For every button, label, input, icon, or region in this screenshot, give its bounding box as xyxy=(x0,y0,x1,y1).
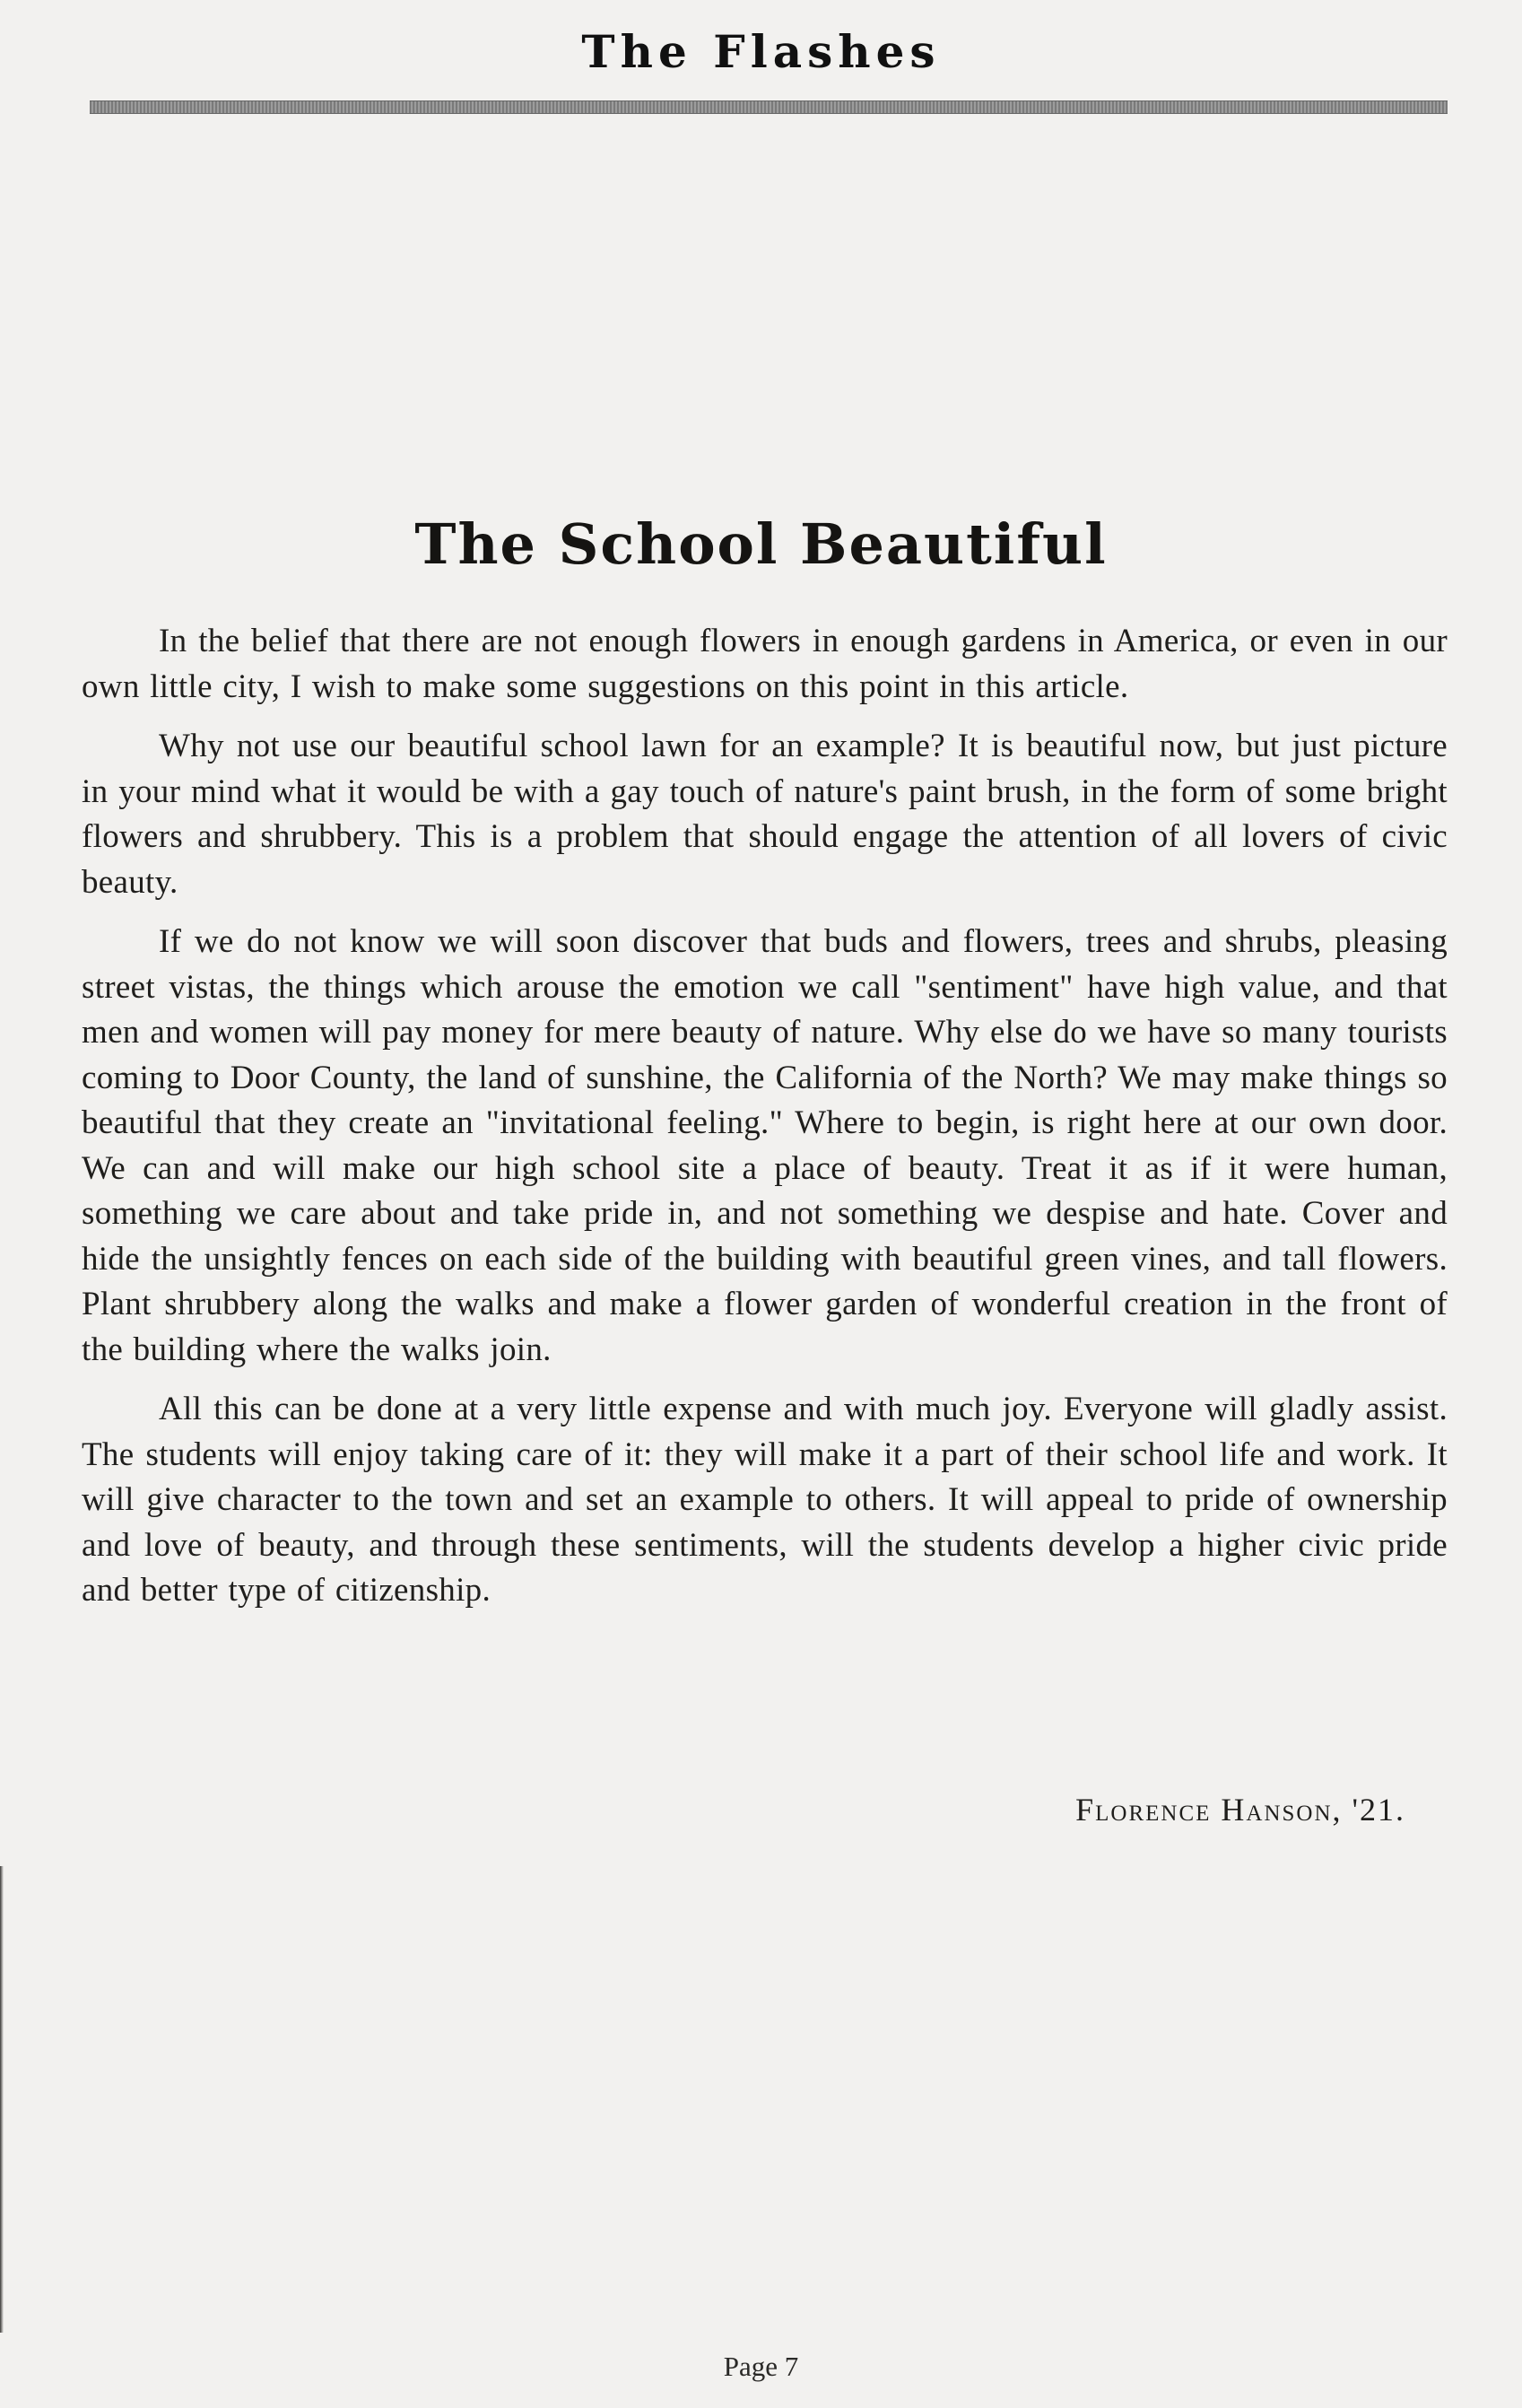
article-body xyxy=(82,619,1448,1628)
running-title: The Flashes xyxy=(581,25,941,78)
article-paragraph: If we do not know we will soon discover that buds and flowers, trees and shrubs, pleasing street vistas, the things which arouse the emotion we call "sentiment" have high value, and that men and women will pay money for mere beauty of nature. Why else do we have so many tourists coming to Door County, the land of sunshine, the California of the North? We may make things so beautiful that they create an "invitational feeling." Where to begin, is right here at our own door. We can and will make our high school site a place of beauty. Treat it as if it were human, something we care about and take pride in, and not something we despise and hate. Cover and hide the unsightly fences on each side of the building with beautiful green vines, and tall flowers. Plant shrubbery along the walks and make a flower garden of wonderful creation in the front of the building where the walks join. xyxy=(82,923,1448,1368)
article-paragraph: In the belief that there are not enough flowers in enough gardens in America, or even in our own little city, I wish to make some suggestions on this point in this article. xyxy=(82,623,1448,705)
page-number: Page 7 xyxy=(723,2351,799,2382)
article-paragraph: Why not use our beautiful school lawn for an example? It is beautiful now, but just picture in your mind what it would be with a gay touch of nature's paint brush, in the form of some bright flowers and shrubbery. This is a problem that should engage the attention of all lovers of civic beauty. xyxy=(82,728,1448,901)
author-signature: Florence Hanson, '21. xyxy=(1075,1792,1405,1828)
header-rule xyxy=(90,100,1448,114)
page-edge-shadow xyxy=(0,1866,4,2333)
article-paragraph: All this can be done at a very little expense and with much joy. Everyone will gladly assist. The students will enjoy taking care of it: they will make it a part of their school life and work. It will give character to the town and set an example to others. It will appeal to pride of ownership and love of beauty, and through these sentiments, will the students develop a higher civic pride and better type of citizenship. xyxy=(82,1391,1448,1609)
article-title: The School Beautiful xyxy=(414,511,1108,577)
